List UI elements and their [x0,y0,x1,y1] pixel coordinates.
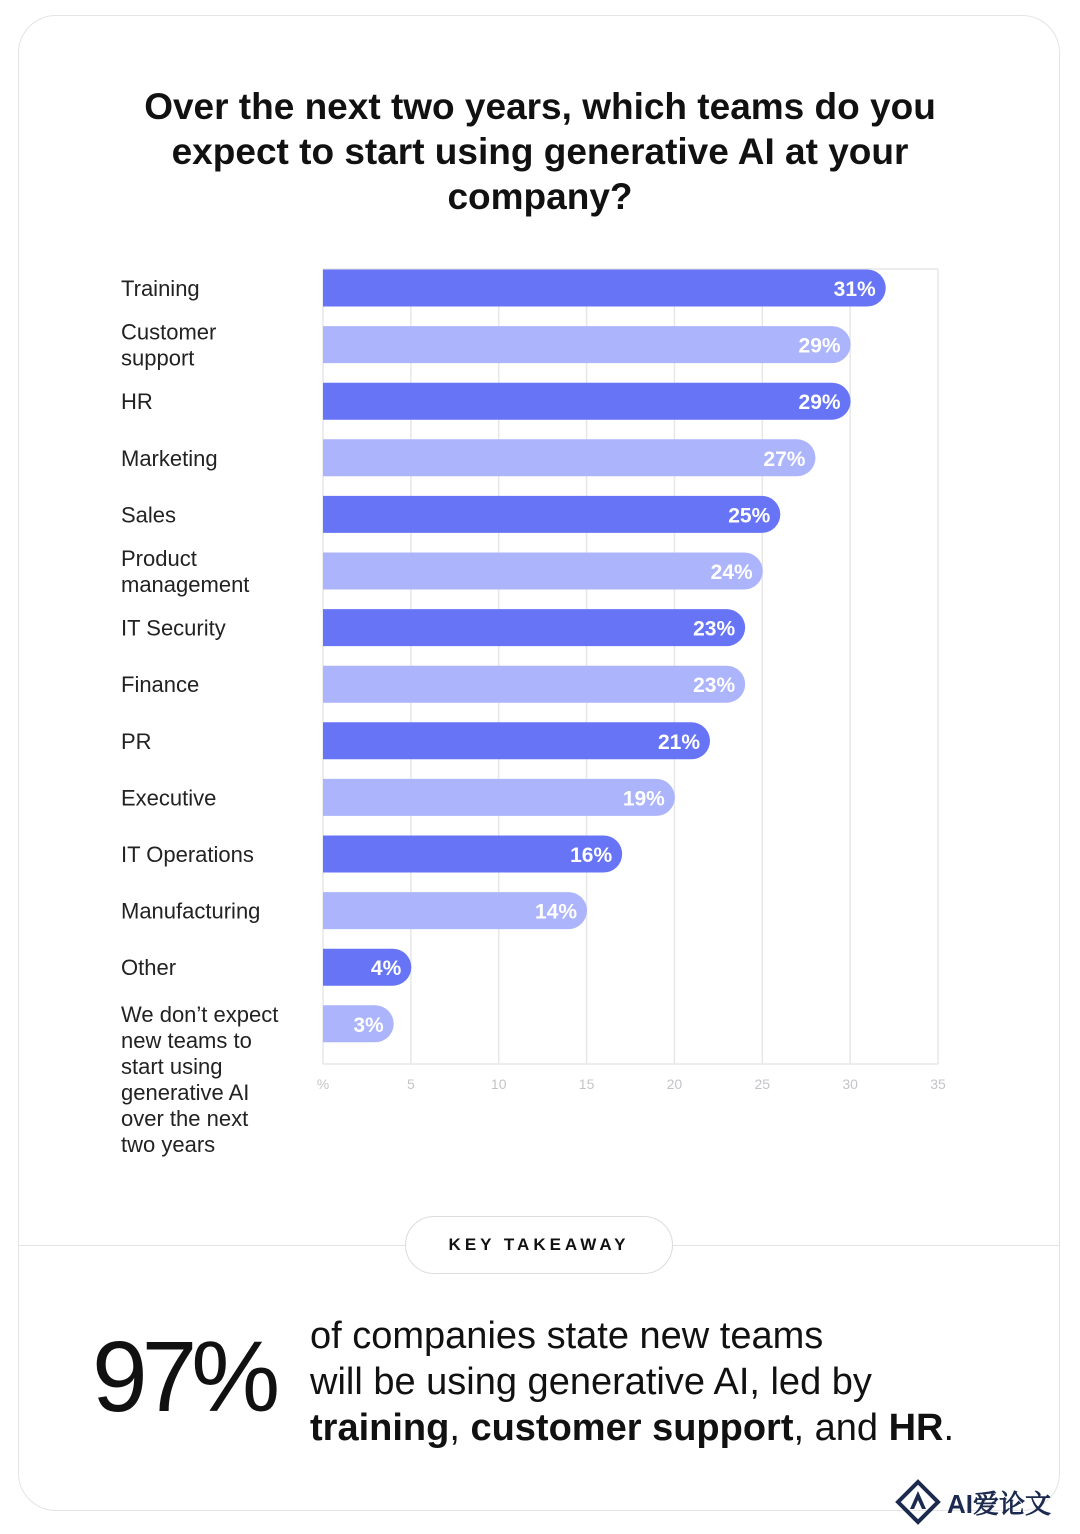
takeaway-line-1: of companies state new teams [310,1315,824,1357]
category-label: Manufacturing [121,898,261,924]
bar-value-label: 29% [798,391,841,415]
category-label: Finance [121,672,200,698]
chart-title: Over the next two years, which teams do you expect to start using generative AI at your company? [144,86,936,217]
bar-value-label: 14% [534,900,577,924]
takeaway-text [310,1313,1030,1451]
category-label: start using [121,1053,223,1079]
bar [323,439,815,476]
bar-value-label: 23% [693,617,736,641]
category-label: over the next [121,1105,249,1131]
bar [323,496,780,533]
bar [323,722,710,759]
category-label: support [121,345,195,371]
bar-value-label: 19% [622,787,665,811]
category-label: Marketing [121,445,218,471]
bar [323,553,763,590]
bar-value-label: 25% [728,504,771,528]
bar-value-label: 4% [370,957,402,981]
takeaway-bold-customer-support: customer support [470,1407,794,1449]
bar [323,609,745,646]
bar [323,326,851,363]
x-tick-label: 5 [406,1076,415,1092]
category-label: Training [121,276,200,301]
x-tick-label: 10 [490,1076,507,1092]
category-label: PR [121,728,152,754]
x-tick-label: 35 [930,1076,946,1092]
key-takeaway-badge: KEY TAKEAWAY [405,1216,673,1274]
category-label: IT Operations [121,842,254,867]
watermark [895,1478,1051,1526]
category-label: new teams to [121,1027,252,1053]
bar-value-label: 23% [693,674,736,698]
category-label: IT Security [121,615,226,641]
x-tick-label: 30 [842,1076,858,1092]
category-label: Sales [121,502,177,528]
bar-value-label: 29% [798,334,841,358]
takeaway-bold-hr: HR [888,1407,944,1449]
bar-value-label: 31% [833,278,876,301]
bar [323,270,886,307]
diamond-a-logo-icon [895,1479,941,1525]
bar-value-label: 3% [353,1013,384,1037]
takeaway-sep-1: , [449,1407,471,1449]
bar-value-label: 21% [657,730,700,754]
category-label: We don’t expect [121,1001,279,1027]
takeaway-end: . [943,1407,955,1449]
category-label: generative AI [121,1079,250,1105]
takeaway-sep-2: , and [793,1407,889,1449]
watermark-text: AI爱论文 [947,1488,1052,1519]
x-tick-label: 20 [666,1076,683,1092]
takeaway-bold-training: training [310,1407,450,1449]
takeaway-line-2: will be using generative AI, led by [310,1361,872,1403]
x-tick-label: % [316,1076,330,1092]
bar-value-label: 27% [763,447,806,471]
category-label: Executive [121,785,217,811]
category-label: Customer [121,319,217,345]
x-tick-label: 25 [754,1076,771,1092]
category-label: HR [121,389,153,415]
category-label: management [121,572,250,597]
takeaway-percent: 97% [92,1321,275,1433]
category-label: Product [121,546,197,571]
bar-value-label: 24% [710,561,753,584]
category-label: Other [121,955,177,981]
x-tick-label: 15 [578,1076,595,1092]
category-label: two years [121,1131,216,1157]
bar-value-label: 16% [570,844,613,867]
bar [323,383,851,420]
bar [323,666,745,703]
